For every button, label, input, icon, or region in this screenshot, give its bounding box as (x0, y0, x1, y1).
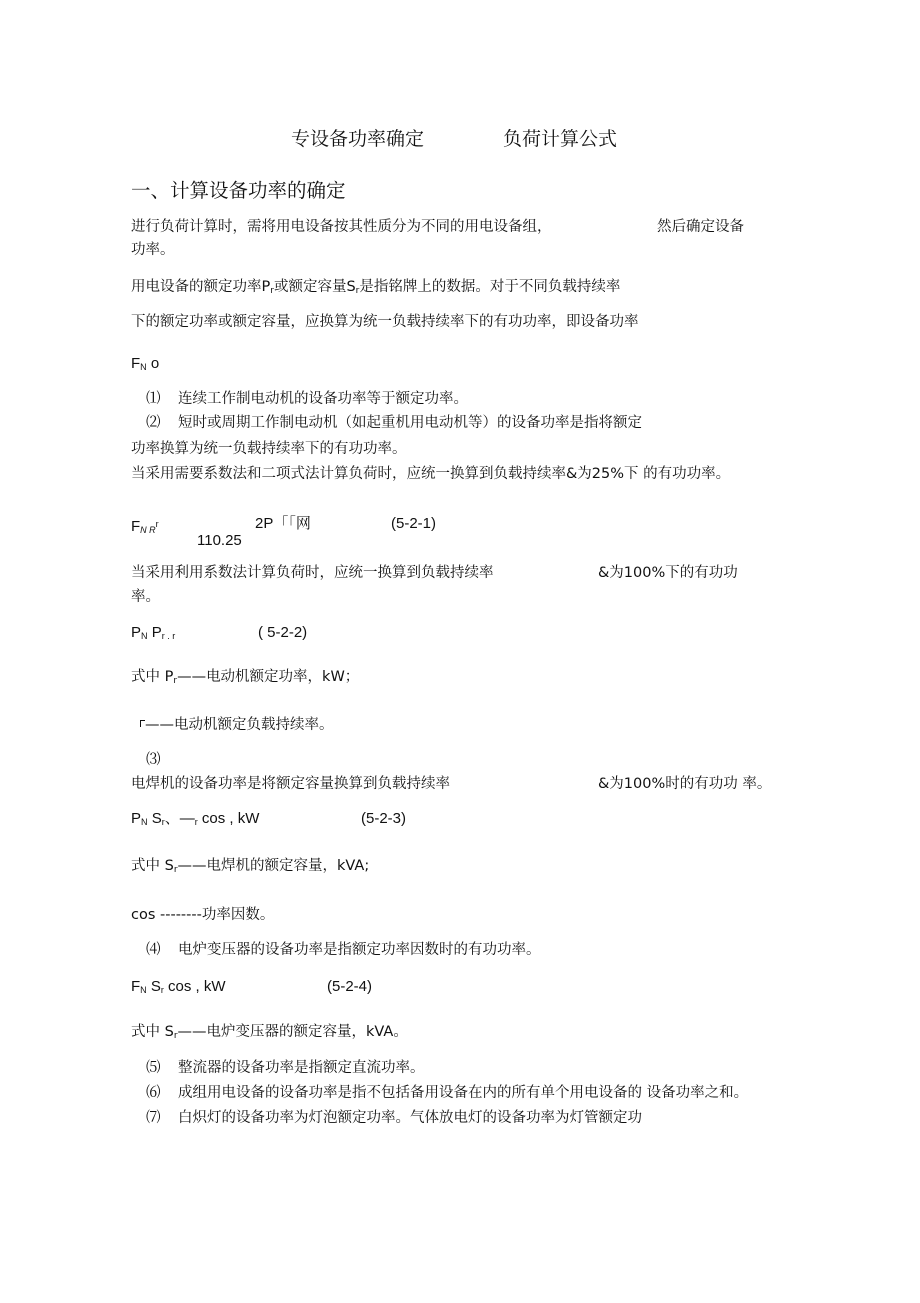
formula-2-lhs (131, 624, 175, 645)
f2-rr: r . r (161, 631, 176, 641)
item-2-continuation: 功率换算为统一负载持续率下的有功功率。 (131, 441, 407, 457)
paragraph-2 (131, 278, 620, 300)
f3-tail: cos , kW (201, 810, 260, 827)
formula-2-number: ( 5-2-2) (258, 624, 308, 641)
epsilon-mark (140, 720, 141, 727)
p2-text-c: 是指铭牌上的数据。对于不同负载持续率 (359, 279, 621, 295)
definition-3 (131, 857, 369, 879)
d5-sub-r: r (173, 1031, 178, 1041)
item-5-text: 整流器的设备功率是指额定直流功率。 (178, 1060, 425, 1076)
item-2-number: ⑵ (146, 415, 161, 431)
f2-Pr: P (151, 624, 162, 641)
title-left: 专设备功率确定 (291, 128, 425, 150)
title-right: 负荷计算公式 (503, 128, 618, 150)
paragraph-3: 下的额定功率或额定容量，应换算为统一负载持续率下的有功功率，即设备功率 (131, 314, 639, 330)
fn-F: F (131, 355, 141, 372)
section-heading: 一、计算设备功率的确定 (131, 179, 346, 202)
p2-sub-r1: r (270, 286, 274, 296)
f4-S: S (150, 978, 161, 995)
d3-text-b: ——电焊机的额定容量，kVA; (177, 858, 370, 874)
d1-sub-r: r (173, 676, 178, 686)
paragraph-1a: 进行负荷计算时，需将用电设备按其性质分为不同的用电设备组， (131, 219, 552, 235)
f3-r: r (161, 817, 165, 827)
fn-o: o (150, 355, 160, 372)
item-7-text: 白炽灯的设备功率为灯泡额定功率。气体放电灯的设备功率为灯管额定功 (178, 1110, 642, 1126)
item-2-text: 短时或周期工作制电动机（如起重机用电动机等）的设备功率是指将额定 (178, 415, 642, 431)
item-7-number: ⑺ (146, 1110, 161, 1126)
f4-F: F (131, 978, 141, 995)
definition-1 (131, 668, 359, 690)
f3-mid: 、— (164, 810, 195, 827)
f4-N: N (140, 985, 147, 995)
f3-r2: r (194, 817, 198, 827)
f1-r: r (155, 519, 159, 529)
paragraph-1b: 然后确定设备 (657, 219, 744, 235)
f4-tail: cos , kW (168, 978, 226, 995)
paragraph-4: 当采用需要系数法和二项式法计算负荷时，应统一换算到负载持续率&为25%下 的有功功率。 (131, 466, 731, 482)
d3-sub-r: r (173, 865, 178, 875)
paragraph-5b: &为100%下的有功功 (598, 565, 738, 581)
formula-1-body: 2P「「网 (255, 515, 311, 532)
p2-text-b: 或额定容量 (273, 279, 347, 295)
definition-4: cos --------功率因数。 (131, 907, 275, 923)
item-4-text: 电炉变压器的设备功率是指额定功率因数时的有功功率。 (178, 942, 541, 958)
formula-3-number: (5-2-3) (361, 810, 407, 827)
p2-sub-r2: r (355, 286, 360, 296)
paragraph-6a: 电焊机的设备功率是将额定容量换算到负载持续率 (131, 776, 450, 792)
formula-3-lhs (131, 810, 259, 831)
p2-text-a: 用电设备的额定功率 (131, 279, 262, 295)
fn-N: N (140, 362, 147, 372)
item-4-number: ⑷ (146, 942, 161, 958)
item-5-number: ⑸ (146, 1060, 161, 1076)
item-6-text: 成组用电设备的设备功率是指不包括备用设备在内的所有单个用电设备的 设备功率之和。 (178, 1085, 749, 1101)
d3-text-a: 式中 S (131, 858, 174, 874)
formula-1-lhs (131, 515, 159, 539)
d5-text-a: 式中 S (131, 1024, 174, 1040)
formula-1-number: (5-2-1) (391, 515, 437, 532)
paragraph-5a: 当采用利用系数法计算负荷时，应统一换算到负载持续率 (131, 565, 494, 581)
definition-2: ——电动机额定负载持续率。 (145, 717, 334, 733)
p2-symbol-S: S (346, 279, 356, 295)
item-1-text: 连续工作制电动机的设备功率等于额定功率。 (178, 391, 468, 407)
p2-symbol-P: P (261, 279, 271, 295)
f2-N: N (141, 631, 148, 641)
formula-1-denominator: 110.25 (197, 532, 242, 549)
d1-text-b: ——电动机额定功率，kW； (177, 669, 360, 685)
f3-P: P (131, 810, 142, 827)
d5-text-b: ——电炉变压器的额定容量，kVA。 (177, 1024, 408, 1040)
f3-N: N (141, 817, 148, 827)
item-1-number: ⑴ (146, 391, 161, 407)
formula-4-number: (5-2-4) (327, 978, 373, 995)
formula-4-lhs (131, 978, 226, 999)
f1-sub: N R (140, 525, 156, 535)
item-6-number: ⑹ (146, 1085, 161, 1101)
paragraph-5c: 率。 (131, 589, 160, 605)
definition-5 (131, 1023, 408, 1045)
symbol-fn (131, 355, 159, 376)
f2-P: P (131, 624, 142, 641)
f4-r: r (160, 985, 164, 995)
item-3-number: ⑶ (146, 752, 161, 768)
d1-text-a: 式中 P (131, 669, 174, 685)
f1-F: F (131, 518, 141, 535)
f3-S: S (151, 810, 162, 827)
paragraph-1c: 功率。 (131, 242, 175, 258)
paragraph-6b: &为100%时的有功功 率。 (598, 776, 772, 792)
